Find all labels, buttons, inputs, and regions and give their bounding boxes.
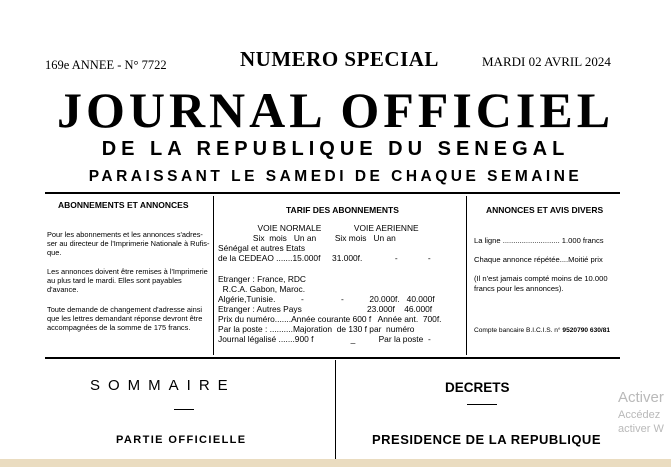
sommaire-underline — [174, 409, 194, 410]
tarif-line-1: VOIE NORMALE VOIE AERIENNE — [218, 223, 419, 233]
compte-bancaire — [474, 326, 610, 336]
watermark-line-2: Accédez — [618, 409, 661, 421]
tarif-line-4: de la CEDEAO .......15.000f 31.000f. - - — [218, 253, 431, 263]
watermark-line-3: activer W — [618, 423, 664, 435]
compte-label: Compte bancaire B.I.C.I.S. n° — [474, 327, 561, 334]
annonces-ligne: La ligne ........................... 1.000 francs — [474, 236, 604, 245]
annonces-title: ANNONCES ET AVIS DIVERS — [486, 205, 604, 215]
tarif-line-11: Par la poste : ..........Majoration de 130 f par numéro — [218, 324, 415, 334]
edition-number: 169e ANNEE - N° 7722 — [45, 58, 167, 72]
tarif-line-6: Etranger : France, RDC — [218, 274, 306, 284]
bottom-rule — [45, 357, 620, 359]
tarif-line-7: R.C.A. Gabon, Maroc. — [218, 284, 306, 294]
compte-value: 9520790 630/81 — [562, 327, 611, 334]
tarif-title: TARIF DES ABONNEMENTS — [286, 205, 399, 215]
tarif-line-3: Sénégal et autres Etats — [218, 243, 306, 253]
top-rule — [45, 192, 620, 194]
decrets-underline — [467, 404, 497, 405]
bottom-taskbar-strip — [0, 459, 671, 467]
tarif-line-9: Etranger : Autres Pays 23.000f 46.000f — [218, 304, 433, 314]
lower-column-divider — [335, 360, 336, 467]
abonnements-para-3: Toute demande de changement d'adresse ainsi que les lettres demandant réponse devront être accompagnées de la somme de 175 francs. — [47, 305, 203, 332]
tarif-line-12: Journal légalisé .......900 f _ Par la poste - — [218, 334, 431, 344]
watermark-line-1: Activer — [618, 389, 664, 406]
annonces-repetee: Chaque annonce répétée....Moitié prix — [474, 255, 603, 264]
box-divider-right — [466, 196, 467, 355]
abonnements-title: ABONNEMENTS ET ANNONCES — [58, 200, 189, 210]
activation-watermark — [618, 388, 664, 436]
tarif-line-8: Algérie,Tunisie. - - 20.000f. 40.000f — [218, 294, 435, 304]
annonces-note: (Il n'est jamais compté moins de 10.000 francs pour les annonces). — [474, 274, 608, 293]
abonnements-para-1: Pour les abonnements et les annonces s'adres-ser au directeur de l'Imprimerie Nationale à Rufis-que. — [47, 230, 210, 257]
partie-officielle: PARTIE OFFICIELLE — [116, 434, 247, 446]
sommaire-heading: SOMMAIRE — [90, 377, 236, 394]
abonnements-para-2: Les annonces doivent être remises à l'Imprimerie au plus tard le mardi. Elles sont payables d'avance. — [47, 267, 208, 294]
tarif-line-2: Six mois Un an Six mois Un an — [218, 233, 396, 243]
publication-frequency: PARAISSANT LE SAMEDI DE CHAQUE SEMAINE — [88, 168, 583, 185]
issue-date: MARDI 02 AVRIL 2024 — [482, 54, 611, 69]
decrets-heading: DECRETS — [445, 380, 510, 395]
journal-title: JOURNAL OFFICIEL — [56, 82, 615, 138]
box-divider-left — [213, 196, 214, 355]
tarif-line-10: Prix du numéro.......Année courante 600 f Année ant. 700f. — [218, 314, 442, 324]
journal-subtitle: DE LA REPUBLIQUE DU SENEGAL — [101, 138, 570, 160]
special-issue-label: NUMERO SPECIAL — [240, 47, 439, 71]
presidence-heading: PRESIDENCE DE LA REPUBLIQUE — [372, 432, 601, 447]
